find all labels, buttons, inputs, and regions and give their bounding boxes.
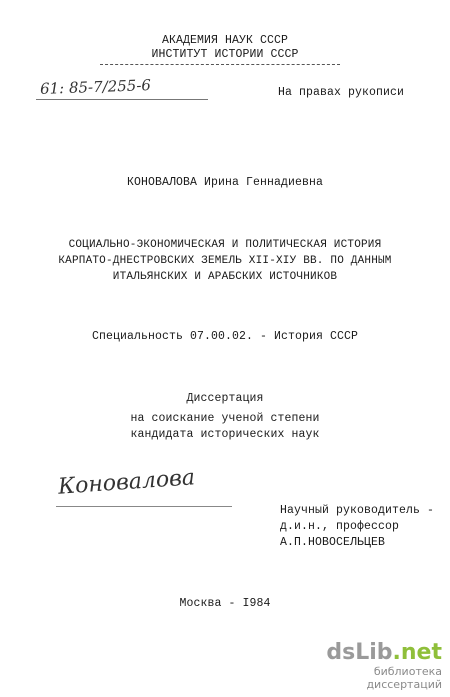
header-underline [100, 64, 340, 65]
watermark-logo-part1: dsLib [326, 640, 393, 665]
degree-purpose-line-1: на соискание ученой степени [130, 412, 320, 425]
supervisor-name: А.П.НОВОСЕЛЬЦЕВ [280, 536, 386, 549]
title-line-1: СОЦИАЛЬНО-ЭКОНОМИЧЕСКАЯ И ПОЛИТИЧЕСКАЯ ИСТОРИЯ [68, 239, 382, 251]
author-signature: Коновалова [57, 465, 196, 500]
archive-stamp: 61: 85-7/255-6 [39, 76, 152, 98]
dissertation-label: Диссертация [186, 392, 264, 405]
supervisor-line-2: д.и.н., профессор [280, 520, 400, 533]
degree-purpose-line-2: кандидата исторических наук [130, 428, 320, 441]
rights-note: На правах рукописи [278, 86, 405, 99]
signature-underline [56, 506, 232, 507]
watermark-logo [320, 642, 442, 664]
author-name: КОНОВАЛОВА Ирина Геннадиевна [126, 176, 324, 189]
academy-name: АКАДЕМИЯ НАУК СССР [161, 34, 289, 47]
title-line-3: ИТАЛЬЯНСКИХ И АРАБСКИХ ИСТОЧНИКОВ [112, 271, 338, 283]
supervisor-line-1: Научный руководитель - [280, 504, 435, 517]
archive-stamp-underline [36, 99, 208, 100]
watermark-logo-part2: .net [392, 640, 442, 665]
title-line-2: КАРПАТО-ДНЕСТРОВСКИХ ЗЕМЕЛЬ XII-XIУ ВВ. ПО ДАННЫМ [58, 255, 392, 267]
city-year: Москва - I984 [179, 597, 271, 610]
watermark-subtitle: библиотека диссертаций [366, 665, 442, 691]
dslib-watermark [320, 642, 442, 691]
institute-name: ИНСТИТУТ ИСТОРИИ СССР [151, 48, 299, 61]
specialty: Специальность 07.00.02. - История СССР [91, 330, 359, 343]
